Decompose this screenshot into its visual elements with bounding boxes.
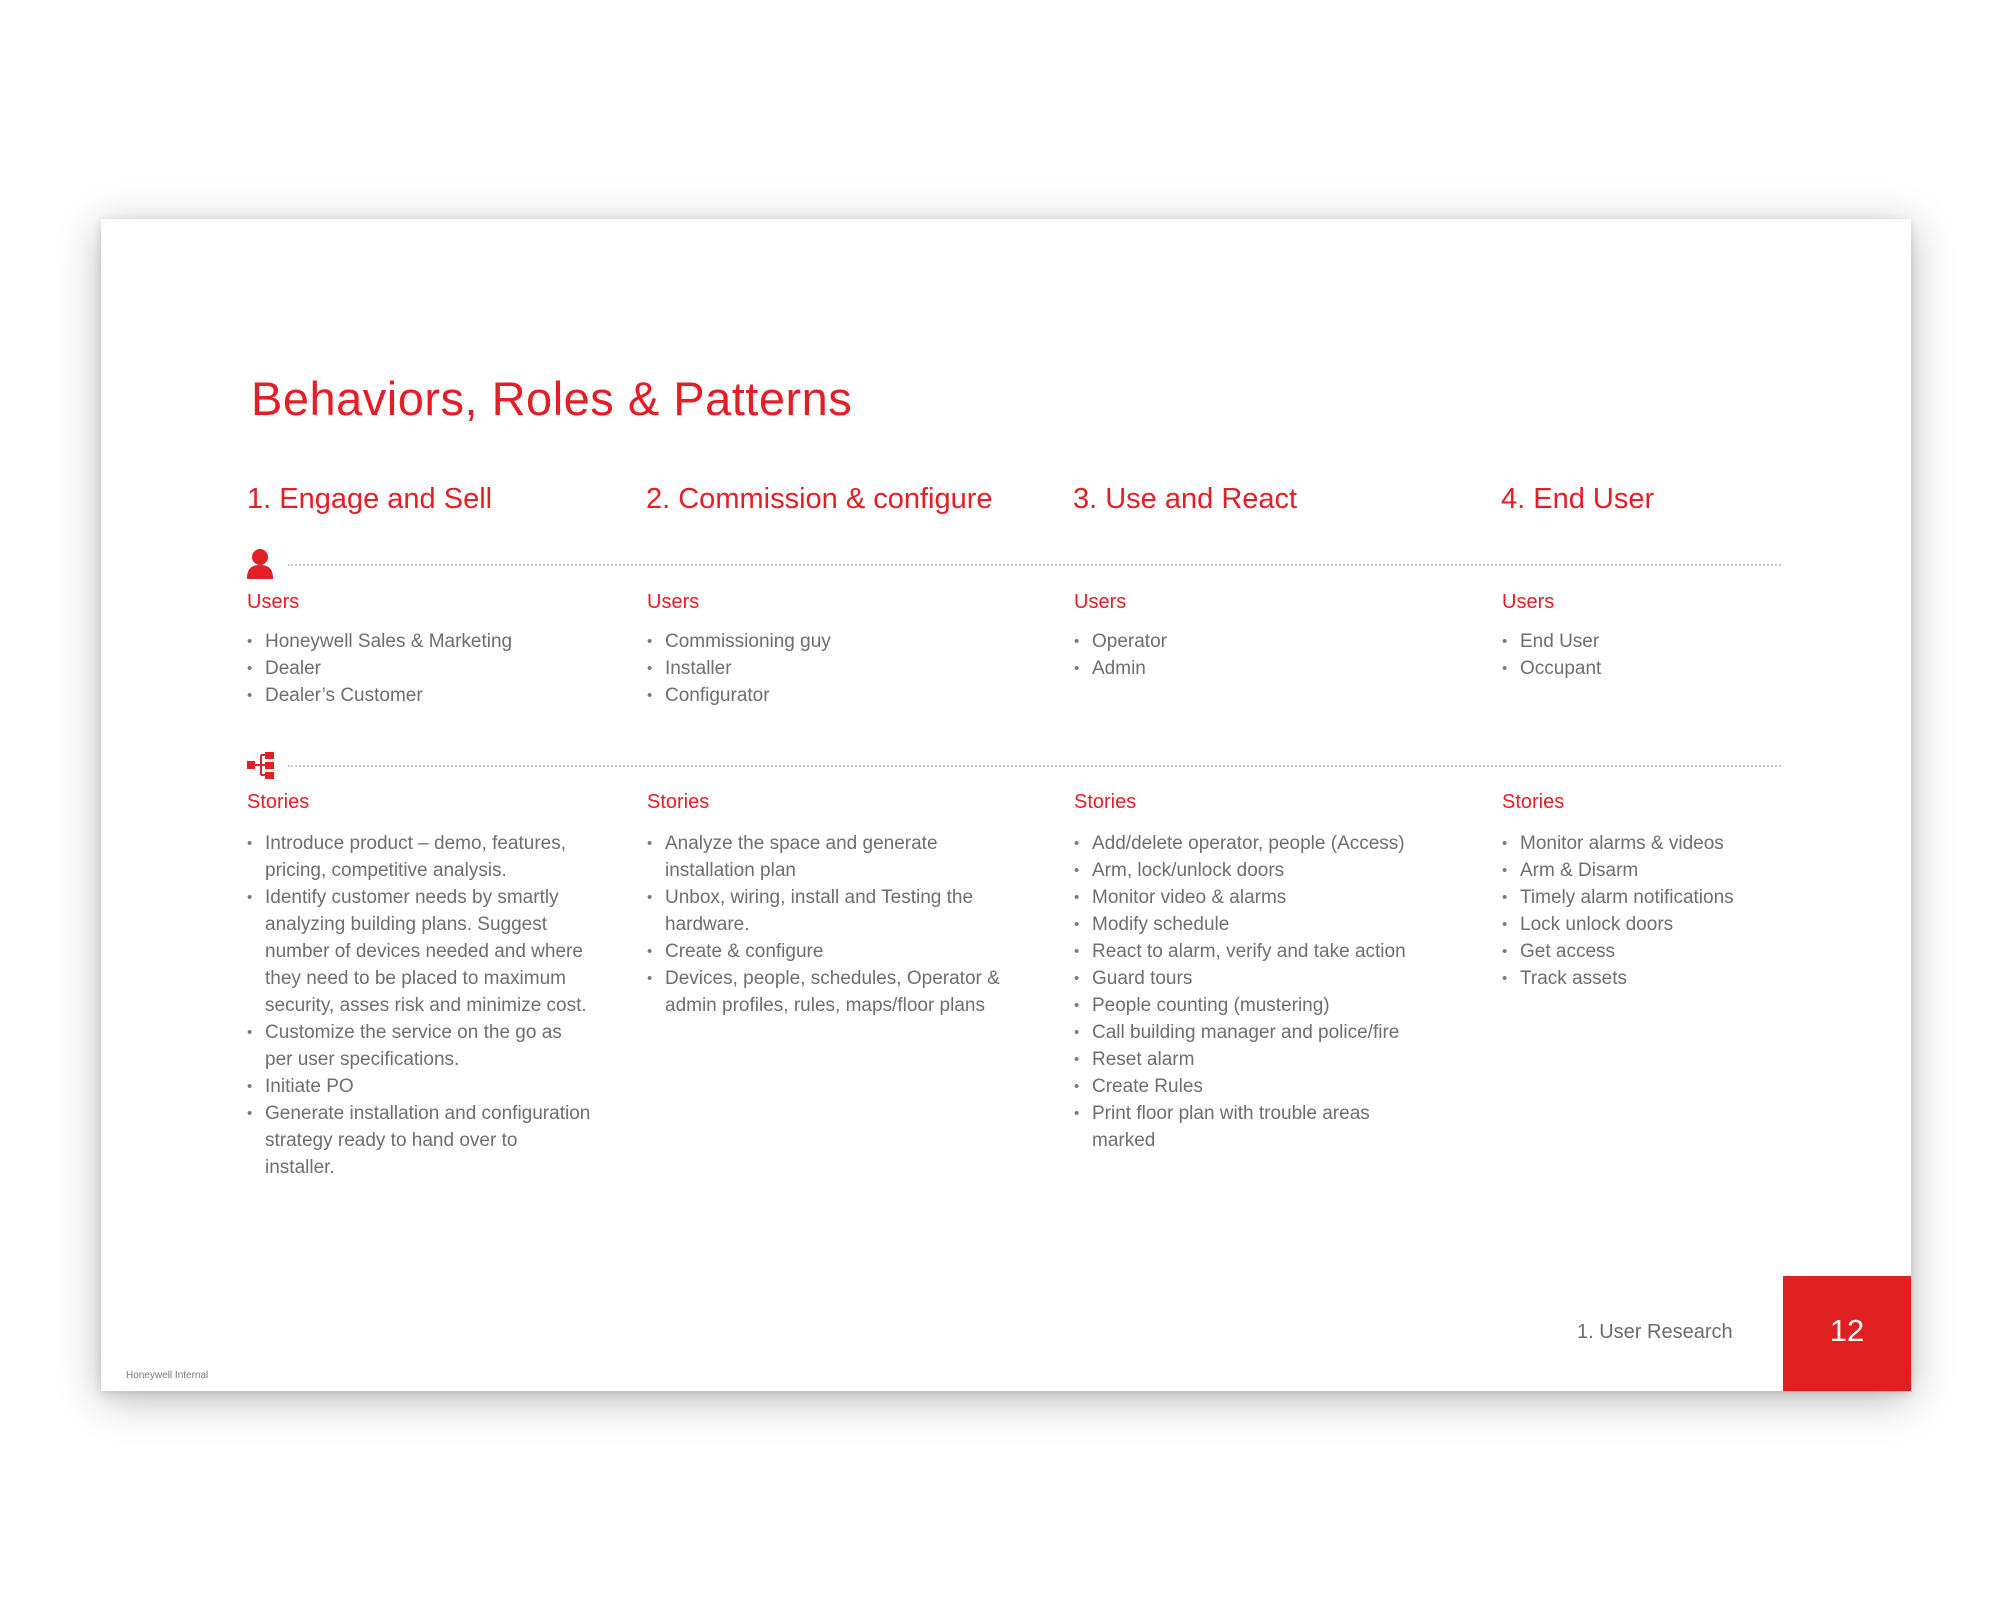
- footer-section-label: 1. User Research: [1577, 1321, 1733, 1343]
- list-item: • Admin: [1074, 655, 1424, 682]
- users-label-2: Users: [647, 591, 700, 613]
- stories-list-end-user: [1502, 830, 1802, 992]
- list-item: • Get access: [1502, 938, 1802, 965]
- list-item: • Arm & Disarm: [1502, 857, 1802, 884]
- users-label-3: Users: [1074, 591, 1127, 613]
- list-item: • Customize the service on the go as per user specifications.: [247, 1019, 592, 1073]
- list-item: • Identify customer needs by smartly analyzing building plans. Suggest number of devices needed and where they need to be placed to maximum security, asses risk and minimize cost.: [247, 884, 592, 1019]
- list-item: • Track assets: [1502, 965, 1802, 992]
- column-heading-commission-configure: 2. Commission & configure: [646, 483, 993, 515]
- stories-label-4: Stories: [1502, 791, 1565, 813]
- list-item: • Lock unlock doors: [1502, 911, 1802, 938]
- slide: [101, 219, 1911, 1391]
- users-list-end-user: [1502, 628, 1802, 682]
- users-list-commission-configure: [647, 628, 997, 709]
- list-item: • Introduce product – demo, features, pricing, competitive analysis.: [247, 830, 592, 884]
- list-item: • Occupant: [1502, 655, 1802, 682]
- users-divider: [288, 564, 1781, 566]
- list-item: • Installer: [647, 655, 997, 682]
- users-list-use-and-react: [1074, 628, 1424, 682]
- list-item: • Devices, people, schedules, Operator & admin profiles, rules, maps/floor plans: [647, 965, 1002, 1019]
- list-item: • Call building manager and police/fire: [1074, 1019, 1434, 1046]
- stories-divider: [288, 765, 1781, 767]
- list-item: • Create Rules: [1074, 1073, 1434, 1100]
- confidentiality-label: Honeywell Internal: [126, 1370, 209, 1381]
- users-label-1: Users: [247, 591, 300, 613]
- stories-list-commission-configure: [647, 830, 1002, 1019]
- list-item: • End User: [1502, 628, 1802, 655]
- column-heading-end-user: 4. End User: [1501, 483, 1655, 515]
- column-heading-use-and-react: 3. Use and React: [1073, 483, 1298, 515]
- list-item: • Modify schedule: [1074, 911, 1434, 938]
- list-item: • React to alarm, verify and take action: [1074, 938, 1434, 965]
- list-item: • Generate installation and configuration strategy ready to hand over to installer.: [247, 1100, 592, 1181]
- list-item: • Add/delete operator, people (Access): [1074, 830, 1434, 857]
- list-item: • Timely alarm notifications: [1502, 884, 1802, 911]
- list-item: • Operator: [1074, 628, 1424, 655]
- list-item: • Print floor plan with trouble areas marked: [1074, 1100, 1434, 1154]
- list-item: • Dealer’s Customer: [247, 682, 587, 709]
- list-item: • Honeywell Sales & Marketing: [247, 628, 587, 655]
- list-item: • Arm, lock/unlock doors: [1074, 857, 1434, 884]
- list-item: • Dealer: [247, 655, 587, 682]
- users-label-4: Users: [1502, 591, 1555, 613]
- column-heading-engage-and-sell: 1. Engage and Sell: [247, 483, 493, 515]
- page-number: 12: [1829, 1312, 1865, 1348]
- stories-label-1: Stories: [247, 791, 310, 813]
- list-item: • Create & configure: [647, 938, 1002, 965]
- list-item: • Monitor alarms & videos: [1502, 830, 1802, 857]
- list-item: • People counting (mustering): [1074, 992, 1434, 1019]
- page-number-box: [1783, 1276, 1911, 1391]
- stories-list-use-and-react: [1074, 830, 1434, 1154]
- list-item: • Configurator: [647, 682, 997, 709]
- stories-label-2: Stories: [647, 791, 710, 813]
- stories-list-engage-and-sell: [247, 830, 592, 1181]
- page-title: Behaviors, Roles & Patterns: [251, 372, 853, 425]
- hierarchy-icon: [246, 751, 276, 779]
- stories-label-3: Stories: [1074, 791, 1137, 813]
- users-list-engage-and-sell: [247, 628, 587, 709]
- list-item: • Analyze the space and generate installation plan: [647, 830, 1002, 884]
- list-item: • Reset alarm: [1074, 1046, 1434, 1073]
- list-item: • Monitor video & alarms: [1074, 884, 1434, 911]
- list-item: • Commissioning guy: [647, 628, 997, 655]
- list-item: • Initiate PO: [247, 1073, 592, 1100]
- list-item: • Guard tours: [1074, 965, 1434, 992]
- person-icon: [246, 548, 274, 580]
- list-item: • Unbox, wiring, install and Testing the hardware.: [647, 884, 1002, 938]
